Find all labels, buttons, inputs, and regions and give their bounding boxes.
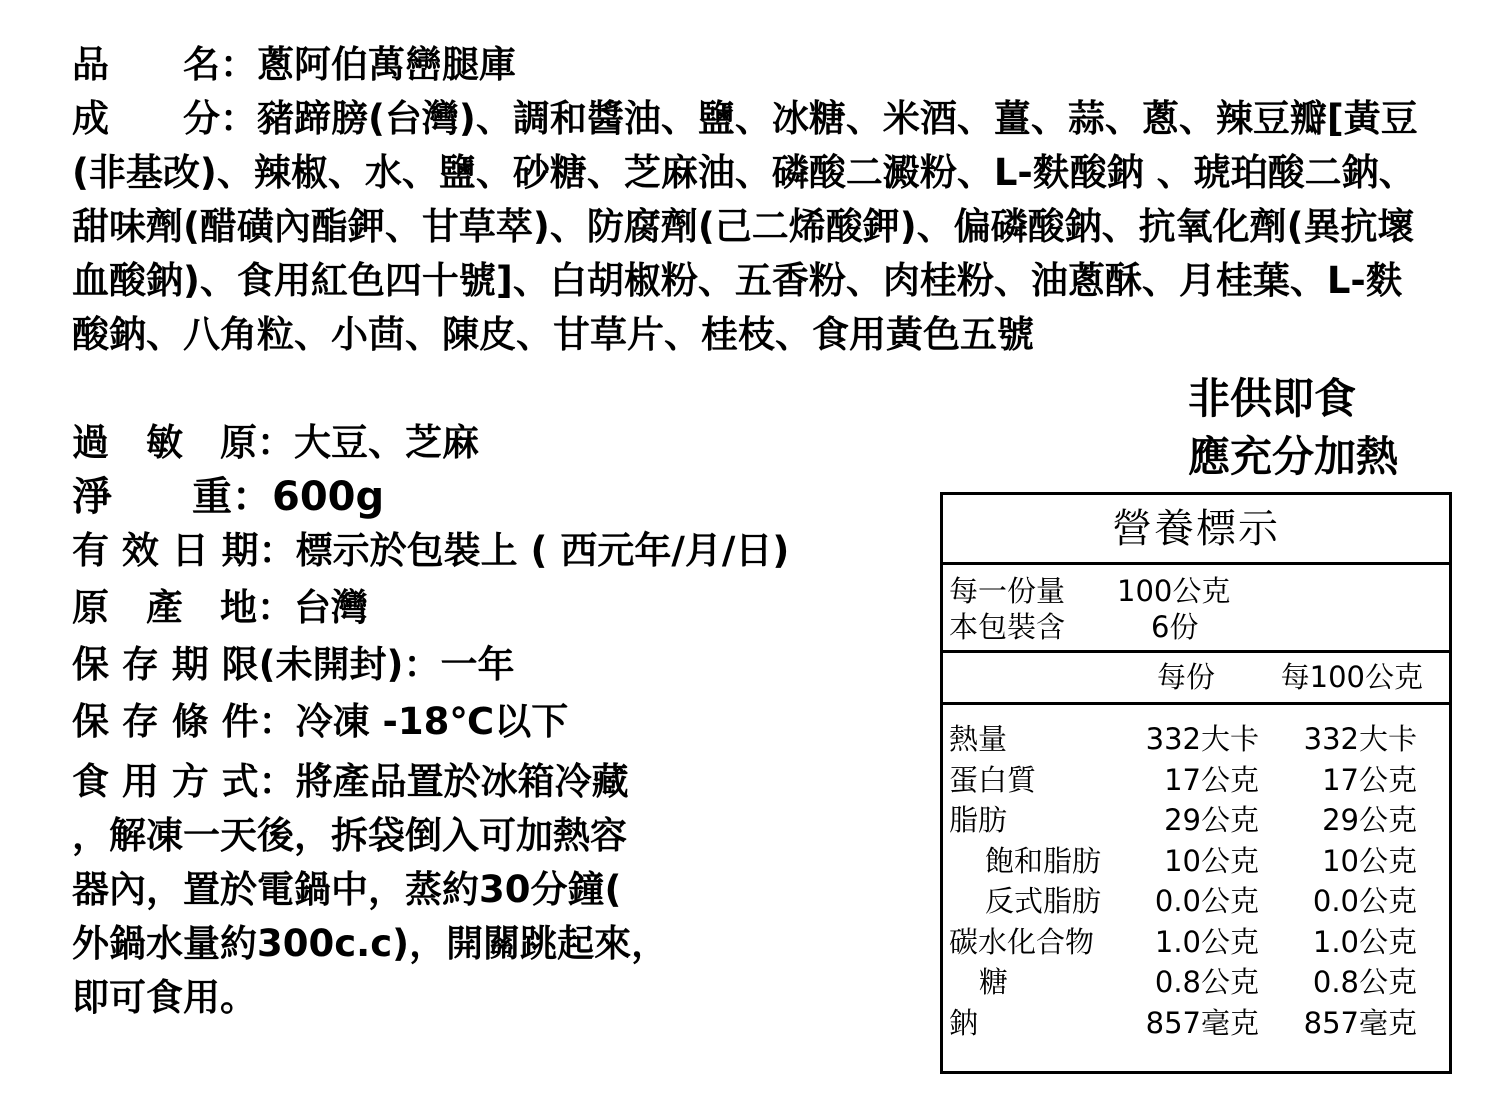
serving-size-row: [949, 573, 1449, 609]
expiry-key: 有 效 日 期：: [72, 529, 296, 572]
nutrient-row: [949, 881, 1449, 922]
nutrient-per-serving: 29公克: [1164, 803, 1259, 837]
usage-line: 器內，置於電鍋中，蒸約30分鐘(: [72, 868, 622, 911]
ingredients-key: 成 分：: [72, 97, 257, 140]
nutrient-row: [949, 719, 1449, 760]
usage-line: ，解凍一天後，拆袋倒入可加熱容: [72, 814, 627, 857]
product-name-value: 蔥阿伯萬巒腿庫: [257, 43, 516, 86]
nutrient-row: [949, 800, 1449, 841]
serving-size-label: 每一份量: [949, 574, 1066, 608]
usage-line: 即可食用。: [72, 976, 257, 1019]
notice-line: 應充分加熱: [1188, 432, 1399, 481]
nutrient-name: 反式脂肪: [985, 884, 1102, 918]
nutrient-name: 糖: [979, 965, 1009, 999]
nutrient-name: 脂肪: [949, 803, 1008, 837]
nutrient-name: 熱量: [949, 722, 1008, 756]
ingredients-text: [72, 92, 1422, 362]
servings-row: [949, 609, 1449, 645]
nutrition-facts-table: [940, 492, 1452, 1074]
expiry-value: 標示於包裝上 ( 西元年/月/日): [295, 529, 790, 572]
nutrition-column-header: [943, 653, 1449, 705]
ingredients-block: [72, 92, 1432, 416]
allergen-value: 大豆、芝麻: [294, 421, 479, 464]
origin-value: 台灣: [294, 586, 368, 629]
servings-value: 6份: [1151, 610, 1199, 644]
shelf-life-value: 一年: [440, 643, 515, 686]
nutrient-name: 碳水化合物: [949, 924, 1095, 959]
nutrient-name: 鈉: [949, 1005, 979, 1040]
nutrient-per-serving: 0.8公克: [1154, 965, 1259, 999]
usage-line: 外鍋水量約300c.c)，開關跳起來，: [72, 922, 669, 965]
storage-value: 冷凍 -18℃以下: [295, 700, 569, 743]
nutrient-row: [949, 922, 1449, 963]
nutrient-per-serving: 857毫克: [1145, 1005, 1259, 1040]
nutrient-per-100g: 10公克: [1322, 843, 1417, 878]
storage-key: 保 存 條 件：: [72, 700, 296, 743]
nutrient-per-serving: 0.0公克: [1154, 884, 1259, 918]
serving-info: [943, 565, 1449, 653]
product-name-line: [72, 38, 1432, 92]
allergen-key: 過 敏 原：: [72, 421, 294, 464]
origin-key: 原 產 地：: [72, 586, 294, 629]
servings-label: 本包裝含: [949, 610, 1066, 644]
shelf-life-key: 保 存 期 限(未開封)：: [72, 643, 441, 686]
nutrient-per-100g: 29公克: [1322, 803, 1417, 837]
nutrient-per-100g: 857毫克: [1303, 1005, 1417, 1040]
net-weight-value: 600g: [272, 474, 385, 520]
nutrient-per-100g: 332大卡: [1303, 722, 1417, 756]
nutrient-name: 飽和脂肪: [985, 843, 1102, 878]
nutrient-row: [949, 1003, 1449, 1044]
nutrient-row: [949, 760, 1449, 801]
col-per-100g: 每100公克: [1280, 660, 1423, 694]
nutrient-per-100g: 0.0公克: [1312, 884, 1417, 918]
ingredients-value: 豬蹄膀(台灣)、調和醬油、鹽、冰糖、米酒、薑、蒜、蔥、辣豆瓣[黃豆(非基改)、辣椒、水、鹽、砂糖、芝麻油、磷酸二澱粉、L-麩酸鈉 、琥珀酸二鈉、甜味劑(醋磺內酯鉀、甘草萃)、防腐劑(己二烯酸鉀)、偏磷酸鈉、抗氧化劑(異抗壞血酸鈉)、食用紅色四十號]、白胡椒粉、五香粉、肉桂粉、油蔥酥、月桂葉、L-麩酸鈉、八角粒、小茴、陳皮、甘草片、桂枝、食用黃色五號: [72, 97, 1418, 356]
nutrient-per-serving: 17公克: [1164, 762, 1259, 797]
nutrient-per-serving: 1.0公克: [1154, 924, 1259, 959]
notice-line: 非供即食: [1188, 374, 1357, 423]
nutrient-per-100g: 1.0公克: [1312, 924, 1417, 959]
heating-notice: [1188, 370, 1398, 486]
product-name-key: 品 名：: [72, 43, 257, 86]
nutrient-row: [949, 841, 1449, 882]
nutrient-name: 蛋白質: [949, 762, 1037, 797]
nutrient-row: [949, 962, 1449, 1003]
nutrition-title: 營養標示: [943, 495, 1449, 565]
net-weight-key: 淨 重：: [72, 474, 272, 520]
nutrient-per-100g: 0.8公克: [1312, 965, 1417, 999]
serving-size-value: 100公克: [1117, 574, 1231, 608]
usage-line: 食 用 方 式：將產品置於冰箱冷藏: [72, 760, 629, 803]
nutrient-per-serving: 332大卡: [1145, 722, 1259, 756]
nutrition-rows: [943, 705, 1449, 1043]
nutrient-per-serving: 10公克: [1164, 843, 1259, 878]
nutrient-per-100g: 17公克: [1322, 762, 1417, 797]
col-per-serving: 每份: [1157, 660, 1216, 694]
